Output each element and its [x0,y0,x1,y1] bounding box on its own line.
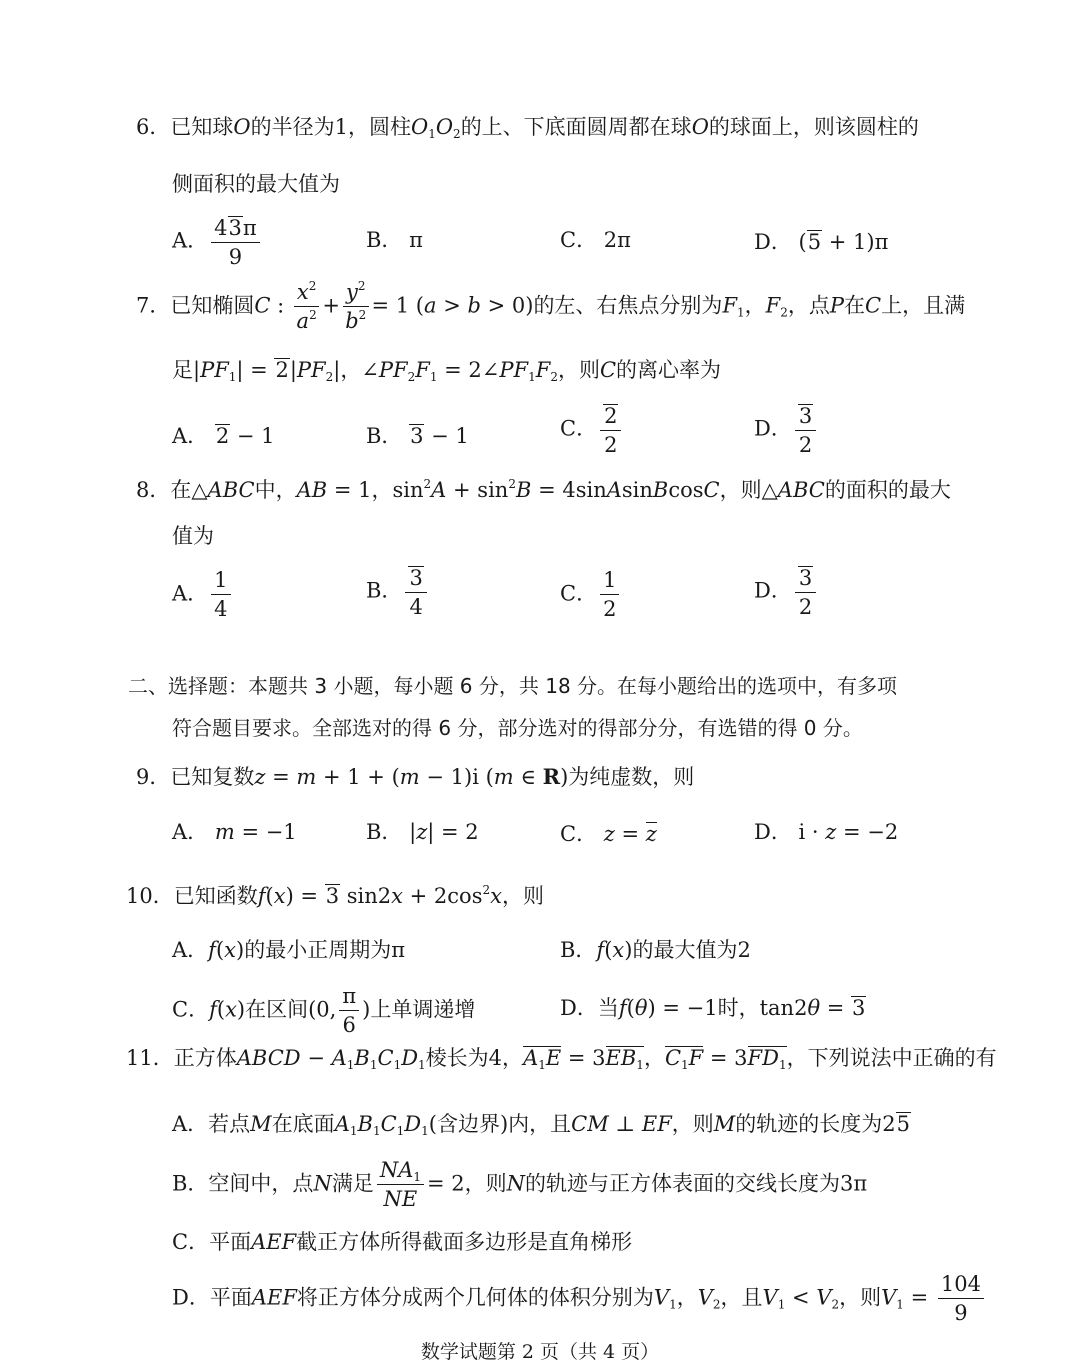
q7-option-c: C． $\frac{2}{2}$ [560,404,624,456]
q9-option-d: D． i · z = −2 [754,820,899,844]
q10-option-d: D．当f(θ) = −1时，tan2θ = 3 [560,996,866,1020]
q10-line1: 10．已知函数f(x) = 3 $\sin 2x + 2\cos^2x$，则 [126,883,544,908]
page-footer: 数学试题第 2 页（共 4 页） [420,1341,660,1363]
q9-option-c: C． z = z [560,822,657,846]
q7-line2: 足$|PF_1| = 2|PF_2|$，$\angle PF_2F_1$ = $2\angle PF_1F_2$，则C的离心率为 [172,358,722,384]
q8-option-c: C． $\frac{1}{2}$ [560,570,622,620]
q8-option-a: A． $\frac{1}{4}$ [172,570,234,620]
q9-option-b: B． |z| = 2 [366,820,479,844]
q8-option-b: B． $\frac{3}{4}$ [366,566,430,618]
q9-option-a: A． m = −1 [172,820,297,844]
q8-line1: 8．在△ABC中，AB = 1，$\sin^2A + \sin^2B$ = 4sinAsinBcosC，则△ABC的面积的最大 [136,477,951,502]
q6-option-b: B． π [366,228,423,252]
q11-line1: 11．正方体ABCD − $A_1B_1C_1D_1$棱长为4，$A_1E = 3EB_1$，$C_1F = 3FD_1$，下列说法中正确的有 [126,1046,997,1072]
q6-line2: 侧面积的最大值为 [172,172,340,196]
q11-option-c: C．平面AEF截正方体所得截面多边形是直角梯形 [172,1230,633,1254]
q10-option-b: B．f(x)的最大值为2 [560,938,751,962]
q7-line1: 7．已知椭圆C : $\frac{x^2}{a^2}$ + $\frac{y^2}{b^2}$ = 1 (a > b > 0)的左、右焦点分别为$F_1$，$F_2$，点P在C上，且满 [136,279,966,333]
section2-heading-line1: 二、选择题：本题共 3 小题，每小题 6 分，共 18 分。在每小题给出的选项中，有多项 [128,674,898,698]
q9-line1: 9．已知复数z = m + 1 + (m − 1)i (m ∈ R)为纯虚数，则 [136,764,695,789]
q6-option-c: C． 2π [560,228,631,252]
q7-option-a: A． 2 − 1 [172,424,275,448]
q10-option-c: C．f(x)在区间(0, $\frac{\pi}{6}$ )上单调递增 [172,984,476,1037]
q6-option-a: A． $\frac{43\pi}{9}$ [172,216,263,268]
q6-option-d: D． (5 + 1)π [754,230,889,254]
q11-option-b: B．空间中，点N满足 $\frac{NA_1}{NE}$ = 2，则N的轨迹与正方体表面的交线长度为3π [172,1158,868,1211]
section2-heading-line2: 符合题目要求。全部选对的得 6 分，部分选对的得部分分，有选错的得 0 分。 [172,716,863,740]
q7-option-d: D． $\frac{3}{2}$ [754,404,819,456]
q8-option-d: D． $\frac{3}{2}$ [754,566,819,618]
q8-line2: 值为 [172,524,214,548]
q6-line1: 6．已知球O的半径为1，圆柱$O_1O_2$的上、下底面圆周都在球O的球面上，则该圆柱的 [136,115,919,141]
q11-option-a: A．若点M在底面$A_1B_1C_1D_1$(含边界)内，且CM ⊥ EF，则M的轨迹的长度为25 [172,1112,911,1138]
q7-option-b: B． 3 − 1 [366,424,469,448]
q11-option-d: D．平面AEF将正方体分成两个几何体的体积分别为$V_1$，$V_2$，且$V_1 < V_2$，则$V_1$ = $\frac{104}{9}$ [172,1274,987,1324]
q10-option-a: A．f(x)的最小正周期为π [172,938,405,962]
